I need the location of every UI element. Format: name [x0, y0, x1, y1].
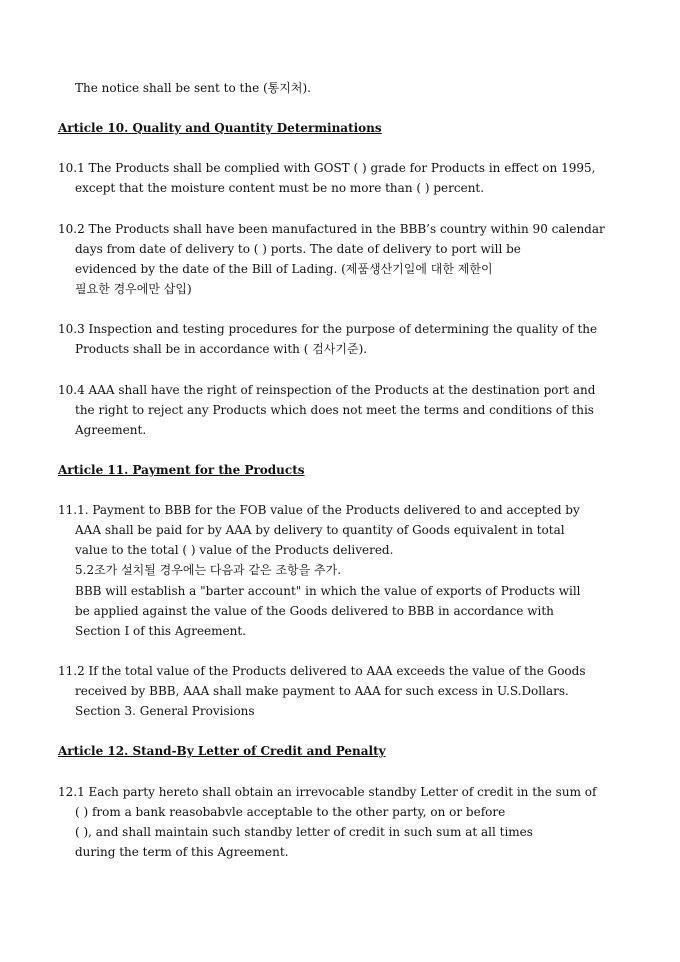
article-11-2-line-1: 11.2 If the total value of the Products delivered to AAA exceeds the value of the Goods [58, 664, 586, 678]
article-11-2-line-2: received by BBB, AAA shall make payment to AAA for such excess in U.S.Dollars. [75, 684, 569, 698]
article-11-1-line-3: value to the total ( ) value of the Products delivered. [75, 543, 394, 557]
article-12-1-line-1: 12.1 Each party hereto shall obtain an irrevocable standby Letter of credit in the sum of [58, 785, 597, 799]
article-10-3-line-2: Products shall be in accordance with ( 검사기준). [75, 342, 368, 356]
article-10-2-line-1: 10.2 The Products shall have been manufactured in the BBB’s country within 90 calendar [58, 222, 605, 236]
article-11-1-line-2: AAA shall be paid for by AAA by delivery to quantity of Goods equivalent in total [75, 523, 565, 537]
article-12-1-line-4: during the term of this Agreement. [75, 845, 289, 859]
article-10-heading: Article 10. Quality and Quantity Determinations [58, 121, 382, 135]
article-12-1-line-3: ( ), and shall maintain such standby letter of credit in such sum at all times [75, 825, 533, 839]
article-10-1-line-1: 10.1 The Products shall be complied with GOST ( ) grade for Products in effect on 1995, [58, 161, 596, 175]
article-10-4-line-1: 10.4 AAA shall have the right of reinspection of the Products at the destination port and [58, 383, 596, 397]
article-12-heading: Article 12. Stand-By Letter of Credit and Penalty [58, 744, 386, 758]
article-11-2-line-3: Section 3. General Provisions [75, 704, 255, 718]
article-11-1-line-1: 11.1. Payment to BBB for the FOB value of the Products delivered to and accepted by [58, 503, 580, 517]
article-10-1-line-2: except that the moisture content must be no more than ( ) percent. [75, 181, 485, 195]
article-10-4-line-3: Agreement. [75, 423, 147, 437]
article-11-1-line-6: be applied against the value of the Goods delivered to BBB in accordance with [75, 604, 554, 618]
article-11-1-line-5: BBB will establish a "barter account" in which the value of exports of Products will [75, 584, 581, 598]
article-10-2-line-2: days from date of delivery to ( ) ports. The date of delivery to port will be [75, 242, 521, 256]
article-10-4-line-2: the right to reject any Products which does not meet the terms and conditions of this [75, 403, 594, 417]
article-12-1-line-2: ( ) from a bank reasobabvle acceptable to the other party, on or before [75, 805, 506, 819]
article-10-2-line-4: 필요한 경우에만 삽입) [75, 282, 192, 296]
article-11-1-line-7: Section I of this Agreement. [75, 624, 246, 638]
article-10-3-line-1: 10.3 Inspection and testing procedures for the purpose of determining the quality of the [58, 322, 598, 336]
article-10-2-line-3: evidenced by the date of the Bill of Lading. (제품생산기일에 대한 제한이 [75, 262, 493, 276]
notice-line: The notice shall be sent to the (통지처). [75, 81, 311, 95]
article-11-heading: Article 11. Payment for the Products [58, 463, 305, 477]
article-11-1-line-4: 5.2조가 설치될 경우에는 다음과 같은 조항을 추가. [75, 563, 342, 577]
